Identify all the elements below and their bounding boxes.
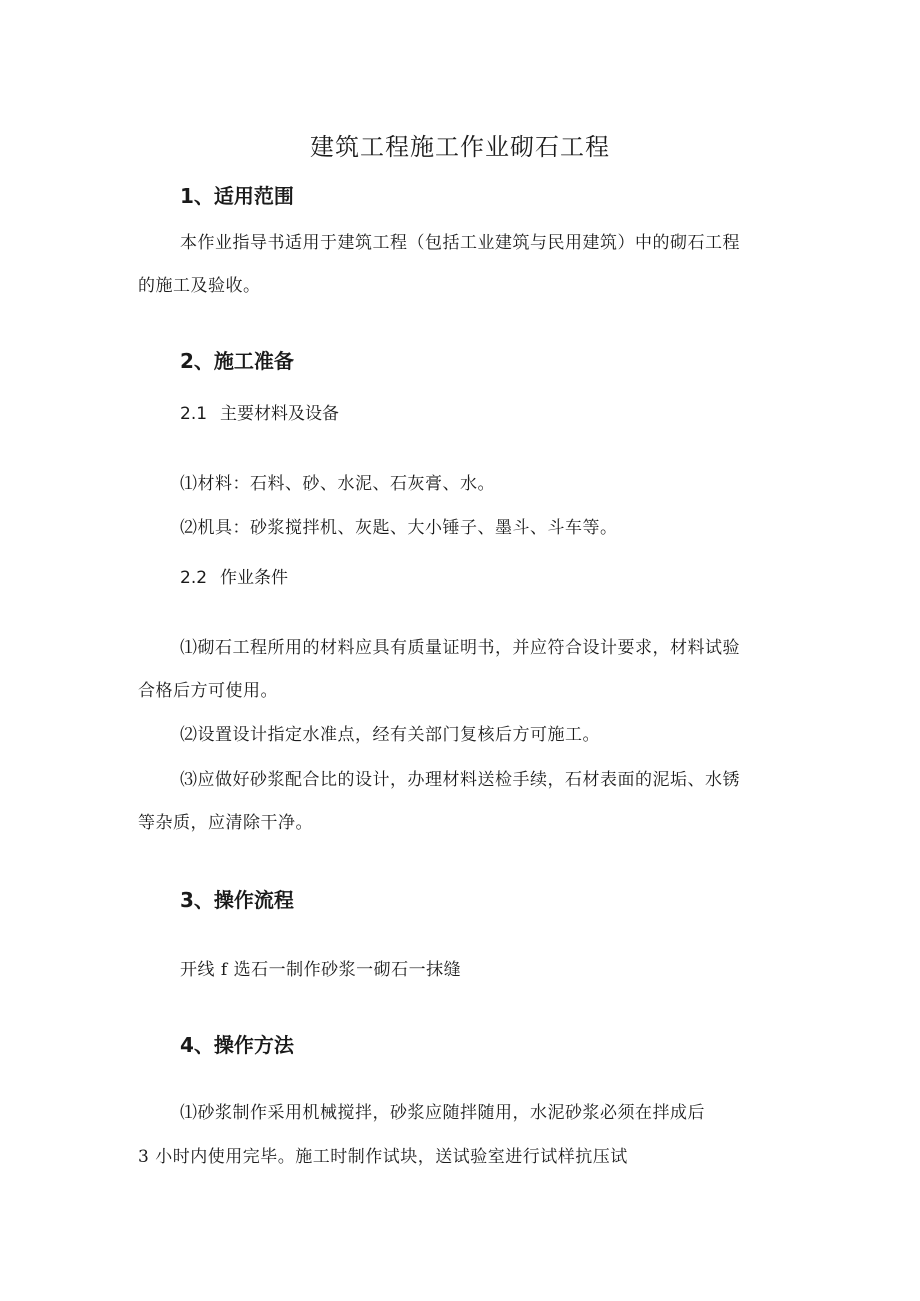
method-1-line-1: ⑴砂浆制作采用机械搅拌，砂浆应随拌随用，水泥砂浆必须在拌成后 bbox=[180, 1103, 705, 1123]
condition-1-line-1: ⑴砌石工程所用的材料应具有质量证明书，并应符合设计要求，材料试验 bbox=[180, 638, 740, 658]
condition-1-line-2: 合格后方可使用。 bbox=[138, 681, 278, 701]
equipment-item: ⑵机具：砂浆搅拌机、灰匙、大小锤子、墨斗、斗车等。 bbox=[180, 518, 618, 538]
section-4-heading: 4、操作方法 bbox=[180, 1033, 294, 1057]
subsection-2-1-heading bbox=[180, 399, 339, 424]
condition-3-line-1: ⑶应做好砂浆配合比的设计，办理材料送检手续，石材表面的泥垢、水锈 bbox=[180, 770, 740, 790]
condition-3-line-2: 等杂质，应清除干净。 bbox=[138, 813, 313, 833]
subsection-2-2-heading bbox=[180, 563, 288, 588]
condition-2: ⑵设置设计指定水准点，经有关部门复核后方可施工。 bbox=[180, 725, 600, 745]
section-1-paragraph-line-1: 本作业指导书适用于建筑工程（包括工业建筑与民用建筑）中的砌石工程 bbox=[180, 233, 740, 253]
document-title: 建筑工程施工作业砌石工程 bbox=[310, 133, 610, 161]
subsection-label: 作业条件 bbox=[220, 568, 288, 588]
section-1-paragraph-line-2: 的施工及验收。 bbox=[138, 276, 261, 296]
section-1-heading: 1、适用范围 bbox=[180, 184, 294, 208]
subsection-number: 2.1 bbox=[180, 404, 208, 424]
method-1-line-2: 3 小时内使用完毕。施工时制作试块，送试验室进行试样抗压试 bbox=[138, 1147, 628, 1167]
subsection-label: 主要材料及设备 bbox=[220, 404, 339, 424]
materials-item: ⑴材料：石料、砂、水泥、石灰膏、水。 bbox=[180, 474, 495, 494]
subsection-number: 2.2 bbox=[180, 568, 208, 588]
section-2-heading: 2、施工准备 bbox=[180, 349, 294, 373]
process-flow: 开线 f 选石一制作砂浆一砌石一抹缝 bbox=[180, 960, 462, 980]
section-3-heading: 3、操作流程 bbox=[180, 888, 294, 912]
